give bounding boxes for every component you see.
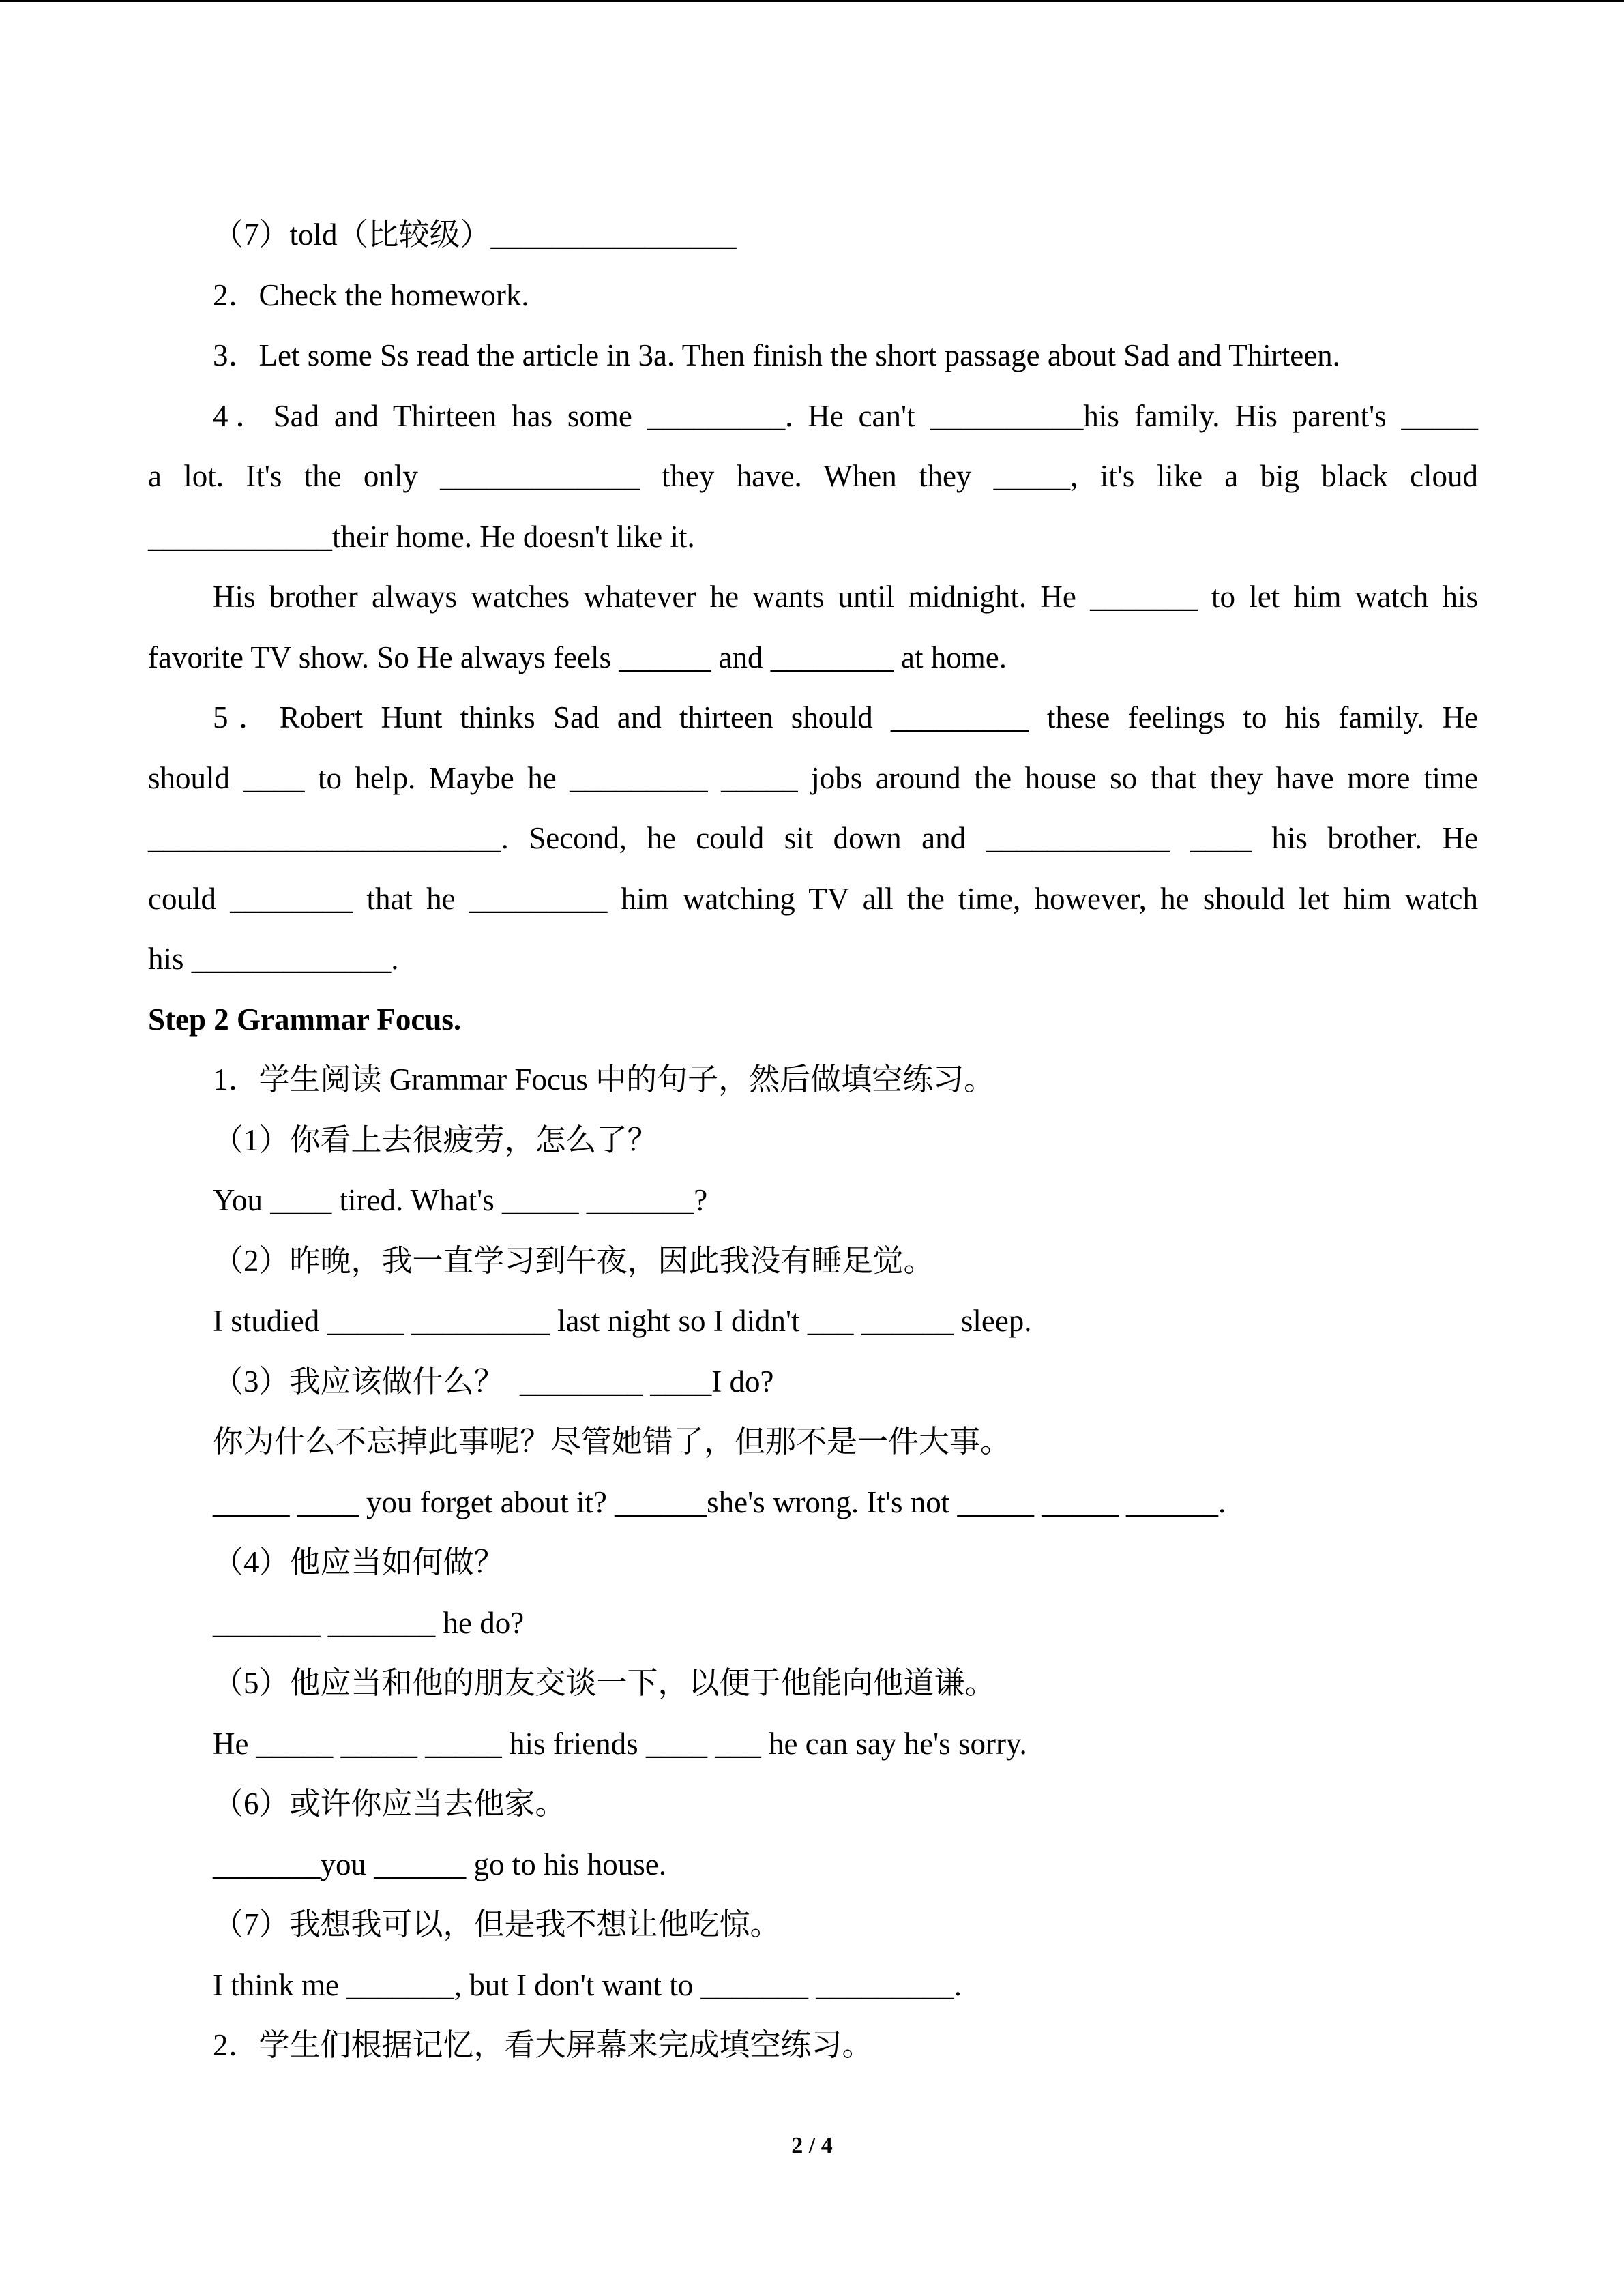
- text-line-memory-exercise: 2．学生们根据记忆，看大屏幕来完成填空练习。: [213, 2028, 873, 2062]
- text-line-check-homework: 2．Check the homework.: [213, 278, 529, 312]
- text-line-passage-5: favorite TV show. So He always feels ______ and ________ at home.: [148, 640, 1007, 674]
- top-border: [0, 0, 1624, 2]
- text-line-robert-5: his _____________.: [148, 942, 399, 976]
- text-line-q3: （3）我应该做什么？ ________ ____I do?: [213, 1364, 774, 1399]
- text-line-passage-3: ____________their home. He doesn't like it.: [148, 519, 695, 554]
- text-line-robert-4: could ________ that he _________ him watching TV all the time, however, he should let him watch: [148, 881, 1478, 916]
- text-line-robert-3: _______________________. Second, he could sit down and ____________ ____ his brother. He: [148, 821, 1478, 855]
- document-page: [148, 205, 1478, 2076]
- text-line-passage-1: 4．Sad and Thirteen has some _________. He can't __________his family. His parent's _____: [213, 398, 1478, 433]
- text-line-q3b-en: _____ ____ you forget about it? ______she's wrong. It's not _____ _____ ______.: [213, 1485, 1226, 1519]
- text-line-q3b-cn: 你为什么不忘掉此事呢？尽管她错了，但那不是一件大事。: [213, 1425, 1012, 1459]
- text-line-q1-en: You ____ tired. What's _____ _______?: [213, 1183, 708, 1217]
- text-line-q7-en: I think me _______, but I don't want to _______ _________.: [213, 1967, 962, 2002]
- text-line-grammar-instruction: 1．学生阅读 Grammar Focus 中的句子，然后做填空练习。: [213, 1062, 995, 1097]
- text-line-q5-en: He _____ _____ _____ his friends ____ ___ he can say he's sorry.: [213, 1726, 1027, 1761]
- text-line-read-article: 3．Let some Ss read the article in 3a. Then finish the short passage about Sad and Thirteen.: [213, 338, 1340, 372]
- page-number: 2 / 4: [791, 2133, 833, 2158]
- text-line-passage-2: a lot. It's the only _____________ they have. When they _____, it's like a big black cloud: [148, 459, 1478, 493]
- text-line-q6-cn: （6）或许你应当去他家。: [213, 1787, 566, 1821]
- text-line-passage-4: His brother always watches whatever he wants until midnight. He _______ to let him watch his: [213, 580, 1478, 614]
- text-line-q4-cn: （4）他应当如何做？: [213, 1545, 505, 1579]
- text-line-q1-cn: （1）你看上去很疲劳，怎么了？: [213, 1122, 658, 1157]
- text-line-q7-cn: （7）我想我可以，但是我不想让他吃惊。: [213, 1907, 781, 1941]
- text-line-told-comparative: （7）told（比较级）________________: [213, 218, 737, 252]
- text-line-robert-1: 5．Robert Hunt thinks Sad and thirteen should _________ these feelings to his family. He: [213, 700, 1478, 734]
- section-heading-grammar-focus: Step 2 Grammar Focus.: [148, 1002, 462, 1037]
- text-line-robert-2: should ____ to help. Maybe he _________ _____ jobs around the house so that they have more time: [148, 760, 1478, 795]
- text-line-q5-cn: （5）他应当和他的朋友交谈一下，以便于他能向他道谦。: [213, 1666, 996, 1700]
- text-line-q2-cn: （2）昨晚，我一直学习到午夜，因此我没有睡足觉。: [213, 1243, 934, 1278]
- text-line-q4-en: _______ _______ he do?: [213, 1605, 525, 1640]
- text-line-q6-en: _______you ______ go to his house.: [213, 1847, 667, 1881]
- text-line-q2-en: I studied _____ _________ last night so I didn't ___ ______ sleep.: [213, 1304, 1032, 1338]
